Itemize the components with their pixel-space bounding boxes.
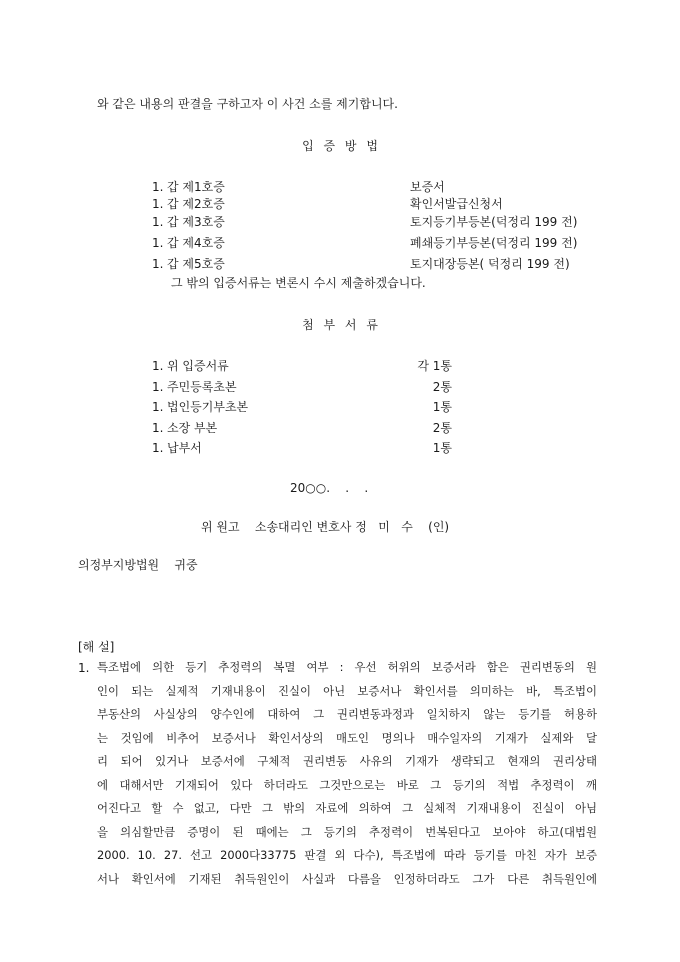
attachments-heading: 첨 부 서 류 (302, 318, 378, 332)
attachment-item-num: 1. (152, 441, 164, 455)
evidence-item-num: 1. (152, 257, 164, 271)
evidence-item-num: 1. (152, 236, 164, 250)
commentary-line: 2000. 10. 27. 선고 2000다33775 판결 외 다수), 특조법에 따라 등기를 마친 자가 보증 (97, 848, 597, 862)
attachment-item-count: 2통 (432, 380, 452, 394)
attachment-item-count: 각 1통 (417, 359, 452, 373)
evidence-item-label: 갑 제3호증 (167, 215, 225, 229)
commentary-line: 는 것임에 비추어 보증서나 확인서상의 매도인 명의나 매수일자의 기재가 실제와 달 (97, 730, 597, 745)
attachment-item-count: 1통 (432, 441, 452, 455)
commentary-line: 어진다고 할 수 없고, 다만 그 밖의 자료에 의하여 그 실체적 기재내용이 진실이 아님 (97, 801, 597, 815)
evidence-item-desc: 토지등기부등본(덕정리 199 전) (410, 215, 578, 229)
attachment-item-label: 주민등록초본 (167, 380, 237, 394)
attachment-item-num: 1. (152, 421, 164, 435)
attachment-item-num: 1. (152, 380, 164, 394)
commentary-line: 부동산의 사실상의 양수인에 대하여 그 권리변동과정과 일치하지 않는 등기를 허용하 (97, 707, 597, 721)
intro-line: 와 같은 내용의 판결을 구하고자 이 사건 소를 제기합니다. (97, 97, 398, 111)
attachment-item-count: 1통 (432, 400, 452, 414)
attachment-item-label: 소장 부본 (167, 421, 218, 435)
attachment-item-label: 위 입증서류 (167, 359, 229, 373)
attachment-item-num: 1. (152, 359, 164, 373)
commentary-body (97, 656, 597, 891)
date-line: 20○○. . . (290, 481, 369, 495)
commentary-heading: [해 설] (78, 640, 115, 654)
evidence-item-desc: 확인서발급신청서 (410, 197, 503, 211)
evidence-item-label: 갑 제5호증 (167, 257, 225, 271)
commentary-line: 리 되어 있거나 보증서에 구체적 권리변동 사유의 기재가 생략되고 현재의 권리상태 (97, 754, 597, 768)
evidence-item-num: 1. (152, 197, 164, 211)
evidence-item-num: 1. (152, 215, 164, 229)
evidence-item-label: 갑 제2호증 (167, 197, 225, 211)
evidence-item-num: 1. (152, 180, 164, 194)
attachment-item-label: 법인등기부초본 (167, 400, 249, 414)
evidence-heading: 입 증 방 법 (302, 139, 378, 153)
attachment-item-label: 납부서 (167, 441, 202, 455)
evidence-note: 그 밖의 입증서류는 변론시 수시 제출하겠습니다. (171, 276, 426, 290)
commentary-num: 1. (78, 661, 90, 675)
signature-line: 위 원고 소송대리인 변호사 정 미 수 (인) (201, 520, 450, 534)
evidence-item-desc: 폐쇄등기부등본(덕정리 199 전) (410, 236, 578, 250)
attachment-item-num: 1. (152, 400, 164, 414)
commentary-line: 인이 되는 실제적 기재내용이 진실이 아닌 보증서나 확인서를 의미하는 바, 특조법이 (97, 683, 597, 698)
commentary-line: 서나 확인서에 기재된 취득원인이 사실과 다름을 인정하더라도 그가 다른 취득원인에 (97, 871, 597, 886)
commentary-line: 을 의심할만큼 증명이 된 때에는 그 등기의 추정력이 번복된다고 보아야 하고(대법원 (97, 824, 597, 839)
attachment-item-count: 2통 (432, 421, 452, 435)
court-line: 의정부지방법원 귀중 (78, 558, 198, 572)
evidence-item-desc: 토지대장등본( 덕정리 199 전) (410, 257, 570, 271)
evidence-item-desc: 보증서 (410, 180, 445, 194)
commentary-line: 에 대해서만 기재되어 있다 하더라도 그것만으로는 바로 그 등기의 적법 추정력이 깨 (97, 777, 597, 792)
commentary-line: 특조법에 의한 등기 추정력의 복멸 여부 : 우선 허위의 보증서라 함은 권리변동의 원 (97, 660, 597, 674)
evidence-item-label: 갑 제4호증 (167, 236, 225, 250)
evidence-item-label: 갑 제1호증 (167, 180, 225, 194)
